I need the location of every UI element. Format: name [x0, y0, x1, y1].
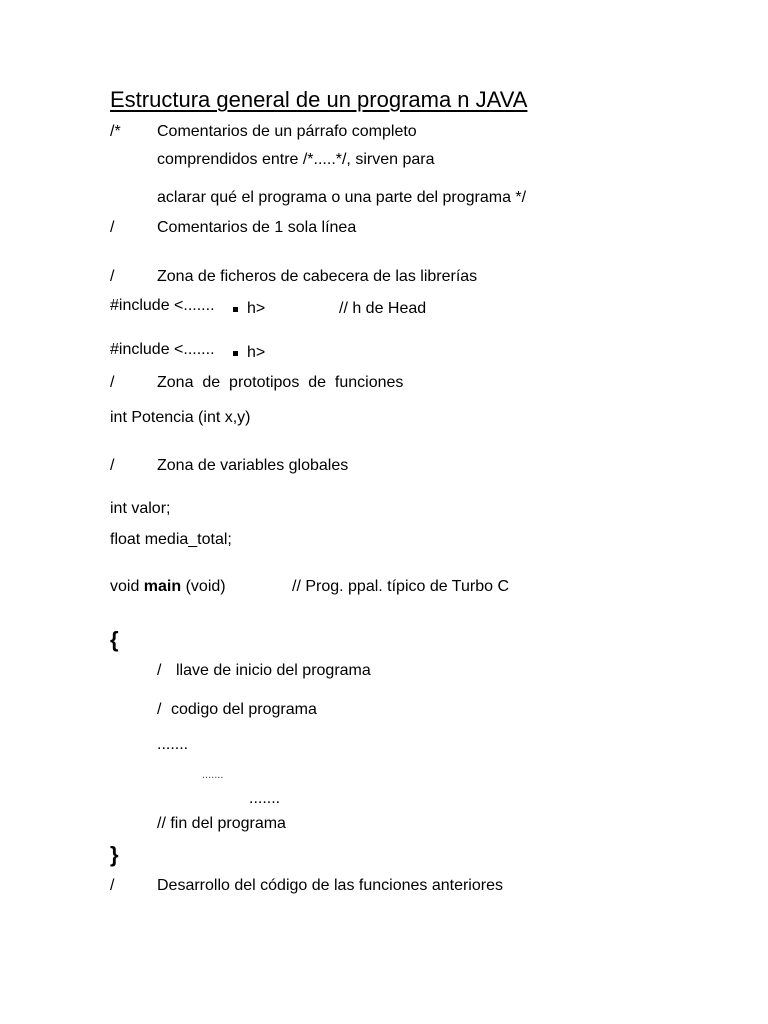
include-line-1-prefix: #include <....... — [110, 297, 215, 314]
bullet-icon — [233, 351, 238, 356]
main-void-keyword: void — [110, 578, 144, 595]
include-line-1-comment: // h de Head — [339, 300, 427, 317]
end-of-program-comment: // fin del programa — [157, 815, 286, 832]
body-line-2-text: codigo del programa — [171, 701, 317, 718]
globals-zone-text: Zona de variables globales — [157, 457, 349, 474]
prototypes-zone-text: Zona de prototipos de funciones — [157, 374, 404, 391]
include-line-2-suffix: h> — [247, 344, 266, 361]
headers-zone-marker: / — [110, 268, 115, 285]
main-comment: // Prog. ppal. típico de Turbo C — [292, 578, 510, 595]
bullet-icon — [233, 307, 238, 312]
global-variable-1: int valor; — [110, 500, 171, 517]
block-comment-line-2: comprendidos entre /*.....*/, sirven para — [157, 151, 435, 168]
body-line-2-marker: / — [157, 701, 162, 718]
functions-zone-text: Desarrollo del código de las funciones anteriores — [157, 877, 503, 894]
block-comment-line-1: Comentarios de un párrafo completo — [157, 123, 417, 140]
globals-zone-marker: / — [110, 457, 115, 474]
body-dots-3: ....... — [249, 790, 281, 807]
global-variable-2: float media_total; — [110, 531, 232, 548]
main-keyword: main — [143, 578, 182, 595]
body-line-1-text: llave de inicio del programa — [176, 662, 371, 679]
functions-zone-marker: / — [110, 877, 115, 894]
prototypes-zone-marker: / — [110, 374, 115, 391]
body-dots-1: ....... — [157, 736, 189, 753]
main-declaration — [110, 577, 226, 597]
include-line-1-suffix: h> — [247, 300, 266, 317]
main-params: (void) — [181, 578, 226, 595]
block-comment-marker: /* — [110, 123, 121, 140]
headers-zone-text: Zona de ficheros de cabecera de las librerías — [157, 268, 478, 285]
open-brace: { — [110, 627, 119, 652]
close-brace: } — [110, 842, 119, 867]
prototype-declaration: int Potencia (int x,y) — [110, 409, 251, 426]
body-dots-2: ....... — [202, 769, 224, 781]
page-title: Estructura general de un programa n JAVA — [110, 87, 528, 112]
single-comment-marker: / — [110, 219, 115, 236]
include-line-2-prefix: #include <....... — [110, 341, 215, 358]
single-comment-text: Comentarios de 1 sola línea — [157, 219, 357, 236]
block-comment-line-3: aclarar qué el programa o una parte del programa */ — [157, 189, 527, 206]
body-line-1-marker: / — [157, 662, 162, 679]
